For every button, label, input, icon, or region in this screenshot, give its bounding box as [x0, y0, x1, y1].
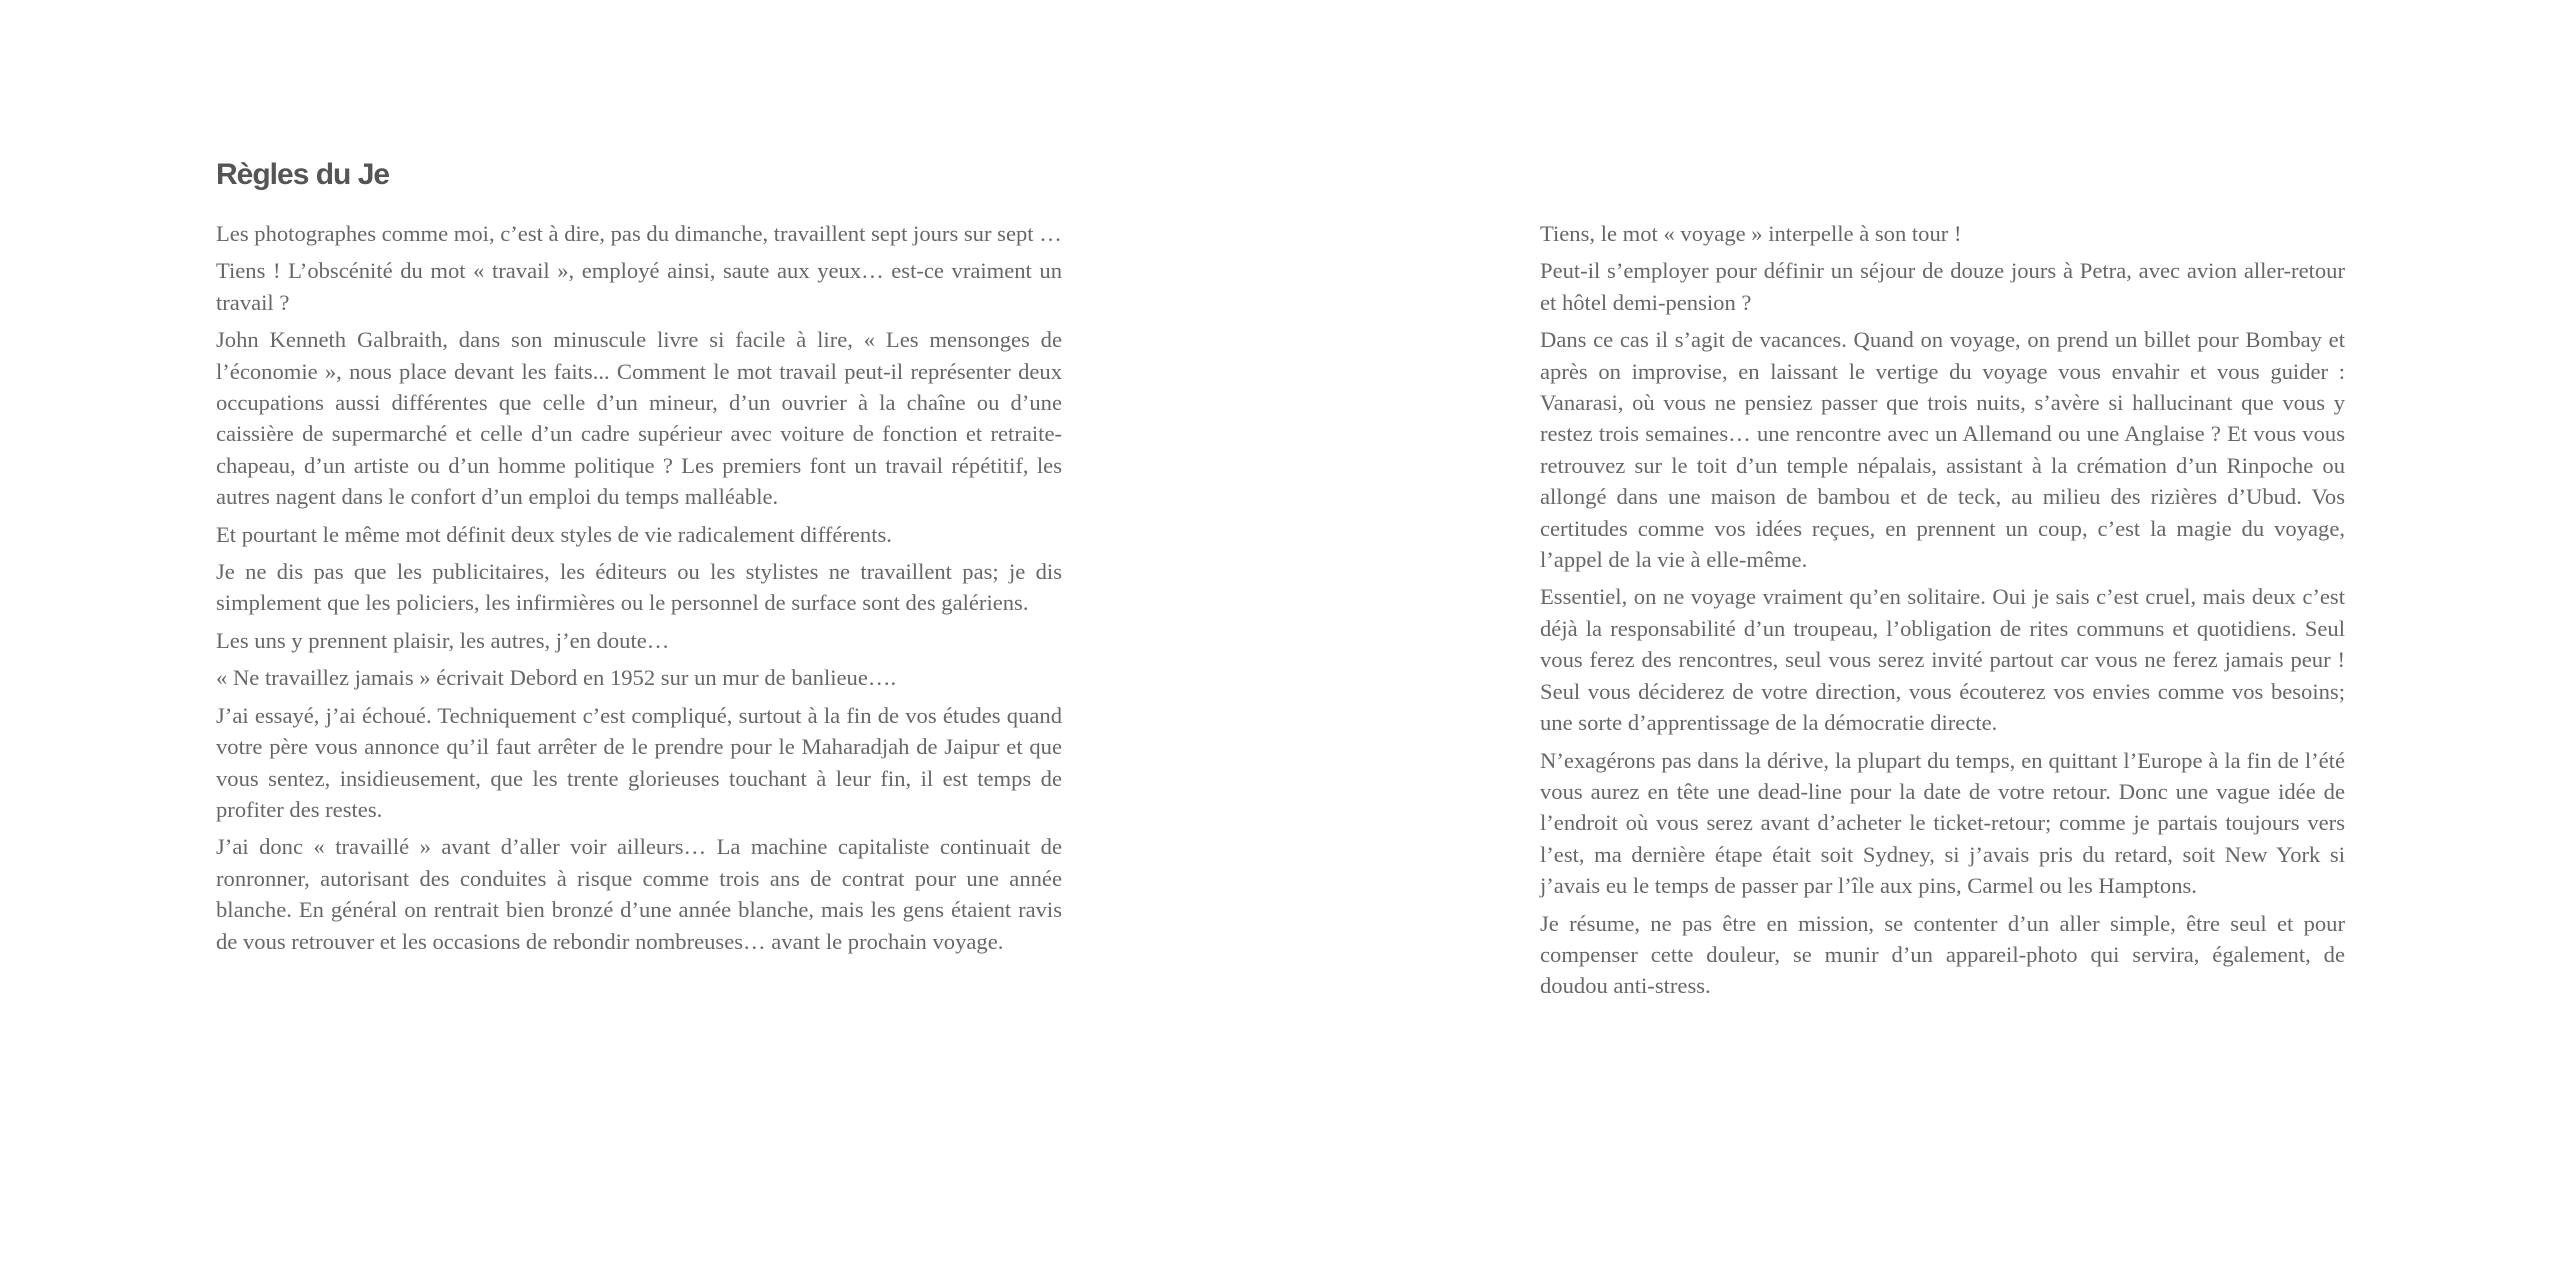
- paragraph: Je résume, ne pas être en mission, se contenter d’un aller simple, être seul et pour compenser cette douleur, se munir d’un appareil-photo qui servira, également, de doudou anti-stress.: [1540, 910, 2345, 999]
- paragraph: John Kenneth Galbraith, dans son minuscule livre si facile à lire, « Les mensonges de l’économie », nous place devant les faits... Comment le mot travail peut-il représenter deux occupations aussi différentes que celle d’un mineur, d’un ouvrier à la chaîne ou d’une caissière de supermarché et celle d’un cadre supérieur avec voiture de fonction et retraite-chapeau, d’un artiste ou d’un homme politique ? Les premiers font un travail répétitif, les autres nagent dans le confort d’un emploi du temps malléable.: [216, 327, 1062, 510]
- paragraph: N’exagérons pas dans la dérive, la plupart du temps, en quittant l’Europe à la fin de l’été vous aurez en tête une dead-line pour la date de votre retour. Donc une vague idée de l’endroit où vous serez avant d’acheter le ticket-retour; comme je partais toujours vers l’est, ma dernière étape était soit Sydney, si j’avais pris du retard, soit New York si j’avais eu le temps de passer par l’île aux pins, Carmel ou les Hamptons.: [1540, 747, 2345, 899]
- paragraph: Essentiel, on ne voyage vraiment qu’en solitaire. Oui je sais c’est cruel, mais deux c’est déjà la responsabilité d’un troupeau, l’obligation de rites communs et quotidiens. Seul vous ferez des rencontres, seul vous serez invité partout car vous ne ferez jamais peur ! Seul vous déciderez de votre direction, vous écouterez vos envies comme vos besoins; une sorte d’apprentissage de la démocratie directe.: [1540, 584, 2345, 736]
- paragraph: Dans ce cas il s’agit de vacances. Quand on voyage, on prend un billet pour Bombay et après on improvise, en laissant le vertige du voyage vous envahir et vous guider : Vanarasi, où vous ne pensiez passer que trois nuits, s’avère si hallucinant que vous y restez trois semaines… une rencontre avec un Allemand ou une Anglaise ? Et vous vous retrouvez sur le toit d’un temple népalais, assistant à la crémation d’un Rinpoche ou allongé dans une maison de bambou et de teck, au milieu des rizières d’Ubud. Vos certitudes comme vos idées reçues, en prennent un coup, c’est la magie du voyage, l’appel de la vie à elle-même.: [1540, 327, 2345, 573]
- left-page-text: [216, 218, 1062, 963]
- paragraph: Et pourtant le même mot définit deux styles de vie radicalement différents.: [216, 521, 892, 547]
- right-page-text: [1540, 218, 2345, 1008]
- paragraph: Tiens, le mot « voyage » interpelle à son tour !: [1540, 221, 1962, 246]
- paragraph: J’ai donc « travaillé » avant d’aller voir ailleurs… La machine capitaliste continuait de ronronner, autorisant des conduites à risque comme trois ans de contrat pour une année blanche. En général on rentrait bien bronzé d’une année blanche, mais les gens étaient ravis de vous retrouver et les occasions de rebondir nombreuses… avant le prochain voyage.: [216, 834, 1062, 954]
- paragraph: « Ne travaillez jamais » écrivait Debord en 1952 sur un mur de banlieue….: [216, 665, 897, 691]
- paragraph: Les photographes comme moi, c’est à dire, pas du dimanche, travaillent sept jours sur sept …: [216, 221, 1062, 246]
- page-title: Règles du Je: [216, 158, 390, 191]
- paragraph: J’ai essayé, j’ai échoué. Techniquement c’est compliqué, surtout à la fin de vos études quand votre père vous annonce qu’il faut arrêter de le prendre pour le Maharadjah de Jaipur et que vous sentez, insidieusement, que les trente glorieuses touchant à leur fin, il est temps de profiter des restes.: [216, 702, 1062, 822]
- paragraph: Tiens ! L’obscénité du mot « travail », employé ainsi, saute aux yeux… est-ce vraiment un travail ?: [216, 258, 1062, 315]
- paragraph: Les uns y prennent plaisir, les autres, j’en doute…: [216, 627, 670, 653]
- paragraph: Je ne dis pas que les publicitaires, les éditeurs ou les stylistes ne travaillent pas; je dis simplement que les policiers, les infirmières ou le personnel de surface sont des galériens.: [216, 559, 1062, 616]
- paragraph: Peut-il s’employer pour définir un séjour de douze jours à Petra, avec avion aller-retour et hôtel demi-pension ?: [1540, 258, 2345, 315]
